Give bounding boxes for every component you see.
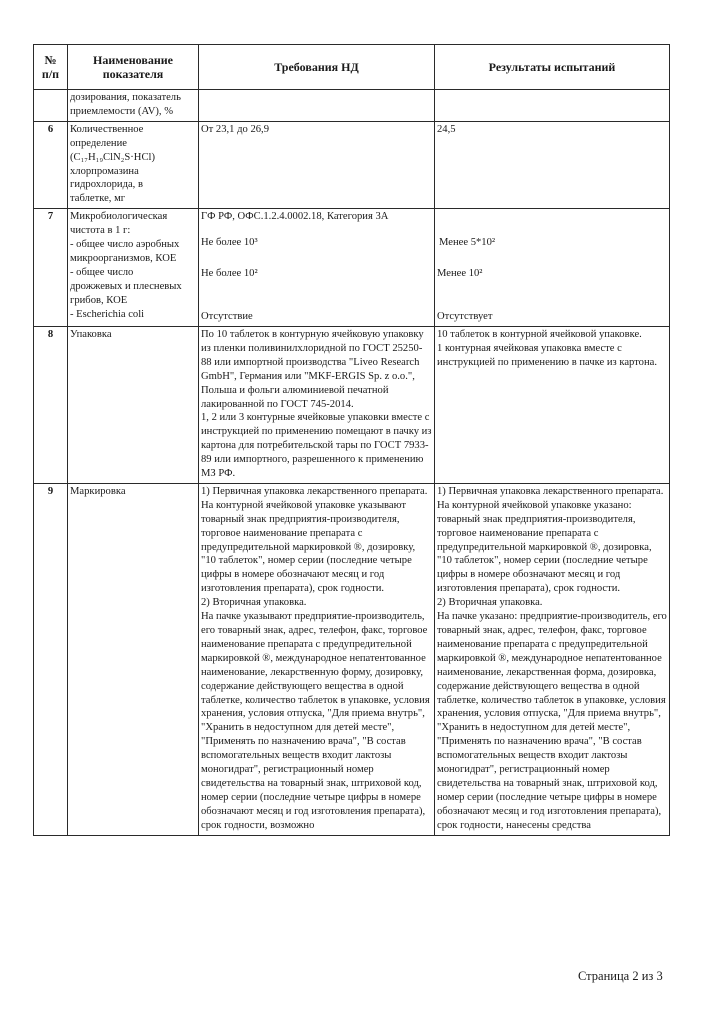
table-row-9 — [34, 483, 670, 835]
row9-requirements: 1) Первичная упаковка лекарственного препарата. На контурной ячейковой упаковке указывают товарный знак предприятия-производителя, торговое наименование препарата с предупредительной маркировкой ®, дозировку, "10 таблеток", номер серии (последние четыре цифры в номере обозначают месяц и год изготовления препарата), срок годности. 2) Вторичная упаковка. На пачке указывают предприятие-производитель, его товарный знак, адрес, телефон, факс, торговое наименование препарата с предупредительной маркировкой ®, международное непатентованное наименование, лекарственную форму, дозировку, содержание действующего вещества в одной таблетке, количество таблеток в упаковке, условия хранения, условия отпуска, "Для приема внутрь", "Хранить в недоступном для детей месте", "Применять по назначению врача", "В состав вспомогательных веществ входит лактозы моногидрат", регистрационный номер свидетельства на товарный знак, штриховой код, номер серии (последние четыре цифры в номере обозначают месяц и год изготовления препарата), срок годности, возможно — [199, 483, 435, 835]
row7-requirements — [199, 209, 435, 327]
row8-requirements: По 10 таблеток в контурную ячейковую упаковку из пленки поливинилхлоридной по ГОСТ 25250-88 или импортной производства "Liveo Research GmbH", Германия или "MKF-ERGIS Sp. z o.o.", Польша и фольги алюминиевой печатной лакированной по ГОСТ 745-2014. 1, 2 или 3 контурные ячейковые упаковки вместе с инструкцией по применению помещают в пачку из картона для потребительской тары по ГОСТ 7933-89 или импортного, разрешенного к применению МЗ РФ. — [199, 326, 435, 483]
row7-num: 7 — [34, 209, 68, 327]
header-results: Результаты испытаний — [435, 45, 670, 90]
header-num: № п/п — [34, 45, 68, 90]
row7-name: Микробиологическая чистота в 1 г: - общее число аэробных микроорганизмов, КОЕ - общее число дрожжевых и плесневых грибов, КОЕ - Escherichia coli — [68, 209, 199, 327]
table-row-continued — [34, 90, 670, 122]
cont-num-cell — [34, 90, 68, 122]
row6-results: 24,5 — [435, 121, 670, 208]
cont-requirements-cell — [199, 90, 435, 122]
results-table — [33, 44, 670, 836]
row7-req-method: ГФ РФ, ОФС.1.2.4.0002.18, Категория 3А — [201, 211, 389, 223]
row8-name: Упаковка — [68, 326, 199, 483]
row6-name: Количественное определение (C₁₇H₁₉ClN₂S·HCl) хлорпромазина гидрохлорида, в таблетке, мг — [68, 121, 199, 208]
row7-results — [435, 209, 670, 327]
cont-name-cell: дозирования, показатель приемлемости (AV), % — [68, 90, 199, 122]
table-row-7 — [34, 209, 670, 327]
cont-results-cell — [435, 90, 670, 122]
row8-results: 10 таблеток в контурной ячейковой упаковке. 1 контурная ячейковая упаковка вместе с инструкцией по применению в пачке из картона. — [435, 326, 670, 483]
row6-num: 6 — [34, 121, 68, 208]
row7-res-aerobic: Менее 5*10² — [439, 237, 496, 249]
header-row — [34, 45, 670, 90]
row7-req-ecoli: Отсутствие — [201, 310, 253, 322]
row7-req-yeast: Не более 10² — [201, 268, 258, 280]
row7-res-ecoli: Отсутствует — [437, 311, 493, 323]
header-requirements: Требования НД — [199, 45, 435, 90]
page-number: Страница 2 из 3 — [578, 969, 663, 983]
row6-requirements: От 23,1 до 26,9 — [199, 121, 435, 208]
row7-req-aerobic: Не более 10³ — [201, 237, 258, 249]
row9-results: 1) Первичная упаковка лекарственного препарата. На контурной ячейковой упаковке указано: товарный знак предприятия-производителя, торговое наименование препарата с предупредительной маркировкой ®, дозировка, "10 таблеток", номер серии (последние четыре цифры в номере обозначают месяц и год изготовления препарата), срок годности. 2) Вторичная упаковка. На пачке указано: предприятие-производитель, его товарный знак, адрес, телефон, факс, торговое наименование препарата с предупредительной маркировкой ®, международное непатентованное наименование, лекарственная форма, дозировка, содержание действующего вещества в одной таблетке, количество таблеток в упаковке, условия хранения, условия отпуска, "Для приема внутрь", "Хранить в недоступном для детей месте", "Применять по назначению врача", "В состав вспомогательных веществ входит лактозы моногидрат", регистрационный номер свидетельства на товарный знак, штриховой код, номер серии (последние четыре цифры в номере обозначают месяц и год изготовления препарата), срок годности, нанесены средства — [435, 483, 670, 835]
header-name: Наименование показателя — [68, 45, 199, 90]
row9-num: 9 — [34, 483, 68, 835]
row7-res-yeast: Менее 10² — [437, 268, 483, 280]
table-row-8 — [34, 326, 670, 483]
row9-name: Маркировка — [68, 483, 199, 835]
table-row-6 — [34, 121, 670, 208]
row8-num: 8 — [34, 326, 68, 483]
